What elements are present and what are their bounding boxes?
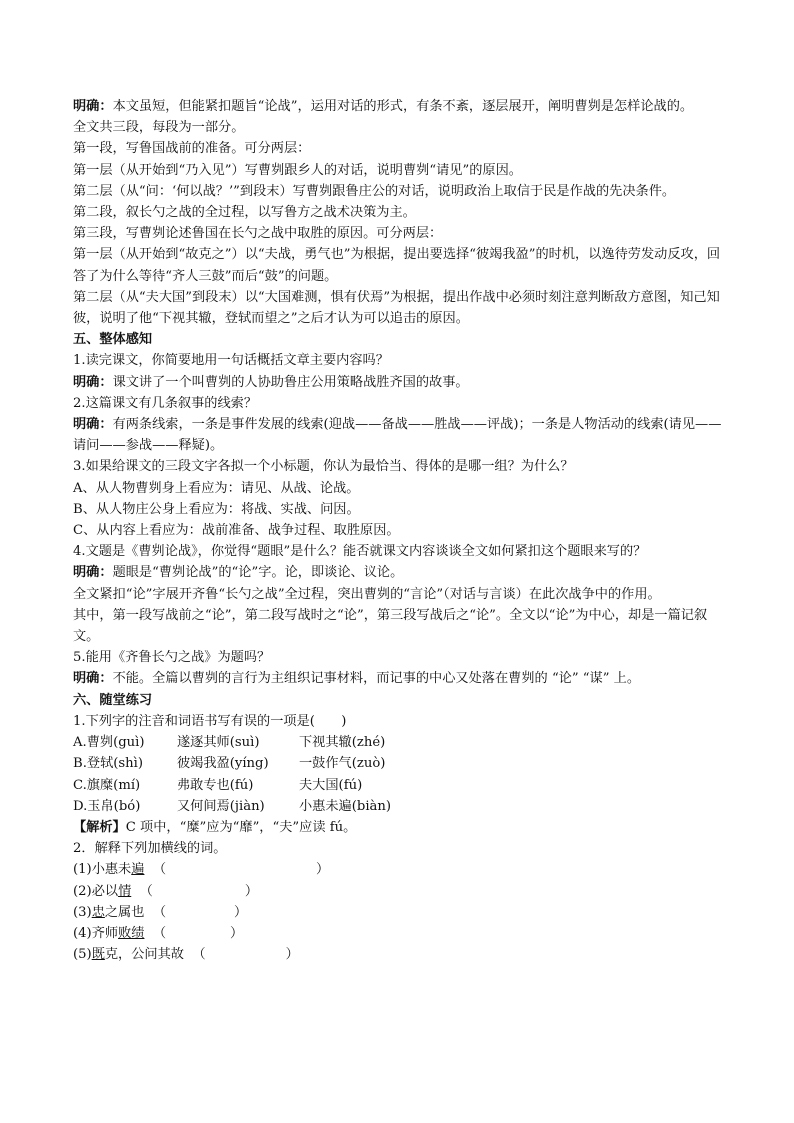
- exercise-2-item: (2)必以情 （ ）: [73, 883, 259, 899]
- document-body: [73, 96, 723, 965]
- exercise-1-option-b: B.登轼(shì) 彼竭我盈(yíng) 一鼓作气(zuò): [73, 756, 386, 772]
- exercise-1-option-c: C.旗糜(mí) 弗敢专也(fú) 夫大国(fú): [73, 777, 363, 793]
- option-a: A、从人物曹刿身上看应为：请见、从战、论战。: [73, 480, 360, 496]
- answer-1: 明确：课文讲了一个叫曹刿的人协助鲁庄公用策略战胜齐国的故事。: [73, 374, 469, 390]
- section-heading-overall: 五、整体感知: [73, 332, 153, 348]
- paragraph-part1-layer1: 第一层（从开始到“乃入见”）写曹刿跟乡人的对话，说明曹刿“请见”的原因。: [73, 162, 522, 178]
- paragraph-part1: 第一段，写鲁国战前的准备。可分两层：: [73, 141, 311, 157]
- exercise-2-item: (3)忠之属也 （ ）: [73, 904, 248, 920]
- paragraph-part2: 第二段，叙长勺之战的全过程，以写鲁方之战术决策为主。: [73, 205, 416, 221]
- answer-label: 明确：: [73, 99, 113, 114]
- exercise-2-item: (1)小惠未遍 （ ）: [73, 862, 330, 878]
- exercise-2-item: (4)齐师败绩 （ ）: [73, 925, 244, 941]
- answer-4-summary: 其中，第一段写战前之“论”，第二段写战时之“论”，第三段写战后之“论”。全文以“论”为中心，却是一篇记叙文。: [73, 607, 708, 645]
- exercise-2: 2．解释下列加横线的词。: [73, 841, 227, 857]
- paragraph-summary: 明确：本文虽短，但能紧扣题旨“论战”，运用对话的形式，有条不紊，逐层展开，阐明曹刿是怎样论战的。: [73, 99, 694, 114]
- exercise-1-option-a: A.曹刿(guì) 遂逐其师(suì) 下视其辙(zhé): [73, 735, 386, 751]
- answer-4: 明确：题眼是“曹刿论战”的“论”字。论，即谈论、议论。: [73, 565, 404, 581]
- option-b: B、从人物庄公身上看应为：将战、实战、问因。: [73, 501, 360, 517]
- question-4: 4.文题是《曹刿论战》，你觉得“题眼”是什么？能否就课文内容谈谈全文如何紧扣这个题眼来写的？: [73, 544, 647, 560]
- question-1: 1.读完课文，你简要地用一句话概括文章主要内容吗？: [73, 353, 389, 369]
- option-c: C、从内容上看应为：战前准备、战争过程、取胜原因。: [73, 523, 400, 539]
- paragraph-part3-layer1: 第一层（从开始到“故克之”）以“夫战，勇气也”为根据，提出要选择“彼竭我盈”的时机，以逸待劳发动反攻，回答了为什么等待“齐人三鼓”而后“鼓”的问题。: [73, 247, 721, 284]
- answer-4-detail: 全文紧扣“论”字展开齐鲁“长勺之战”全过程，突出曹刿的“言论”（对话与言谈）在此次战争中的作用。: [73, 586, 661, 602]
- paragraph-part3: 第三段，写曹刿论述鲁国在长勺之战中取胜的原因。可分两层：: [73, 226, 443, 242]
- paragraph-part1-layer2: 第二层（从“问：‘何以战？’”到段末）写曹刿跟鲁庄公的对话，说明政治上取信于民是作战的先决条件。: [73, 183, 676, 199]
- exercise-1-option-d: D.玉帛(bó) 又何间焉(jiàn) 小惠未遍(biàn): [73, 798, 392, 814]
- exercise-1: 1.下列字的注音和词语书写有误的一项是( ): [73, 713, 347, 729]
- question-5: 5.能用《齐鲁长勺之战》为题吗？: [73, 650, 271, 666]
- exercise-1-analysis: 【解析】C 项中，“糜”应为“靡”，“夫”应读 fú。: [73, 819, 357, 835]
- exercise-2-item: (5)既克，公问其故 （ ）: [73, 947, 299, 963]
- question-3: 3.如果给课文的三段文字各拟一个小标题，你认为最恰当、得体的是哪一组？为什么？: [73, 459, 574, 475]
- section-heading-practice: 六、随堂练习: [73, 692, 153, 708]
- answer-2: 明确：有两条线索，一条是事件发展的线索(迎战——备战——胜战——评战)；一条是人物活动的线索(请见——请问——参战——释疑)。: [73, 417, 722, 454]
- answer-5: 明确：不能。全篇以曹刿的言行为主组织记事材料，而记事的中心又处落在曹刿的 “论” “谋” 上。: [73, 671, 641, 687]
- question-2: 2.这篇课文有几条叙事的线索？: [73, 395, 258, 411]
- paragraph-structure: 全文共三段，每段为一部分。: [73, 120, 245, 136]
- paragraph-part3-layer2: 第二层（从“夫大国”到段末）以“大国难测，惧有伏焉”为根据，提出作战中必须时刻注意判断敌方意图，知己知彼，说明了他“下视其辙，登轼而望之”之后才认为可以追击的原因。: [73, 289, 720, 327]
